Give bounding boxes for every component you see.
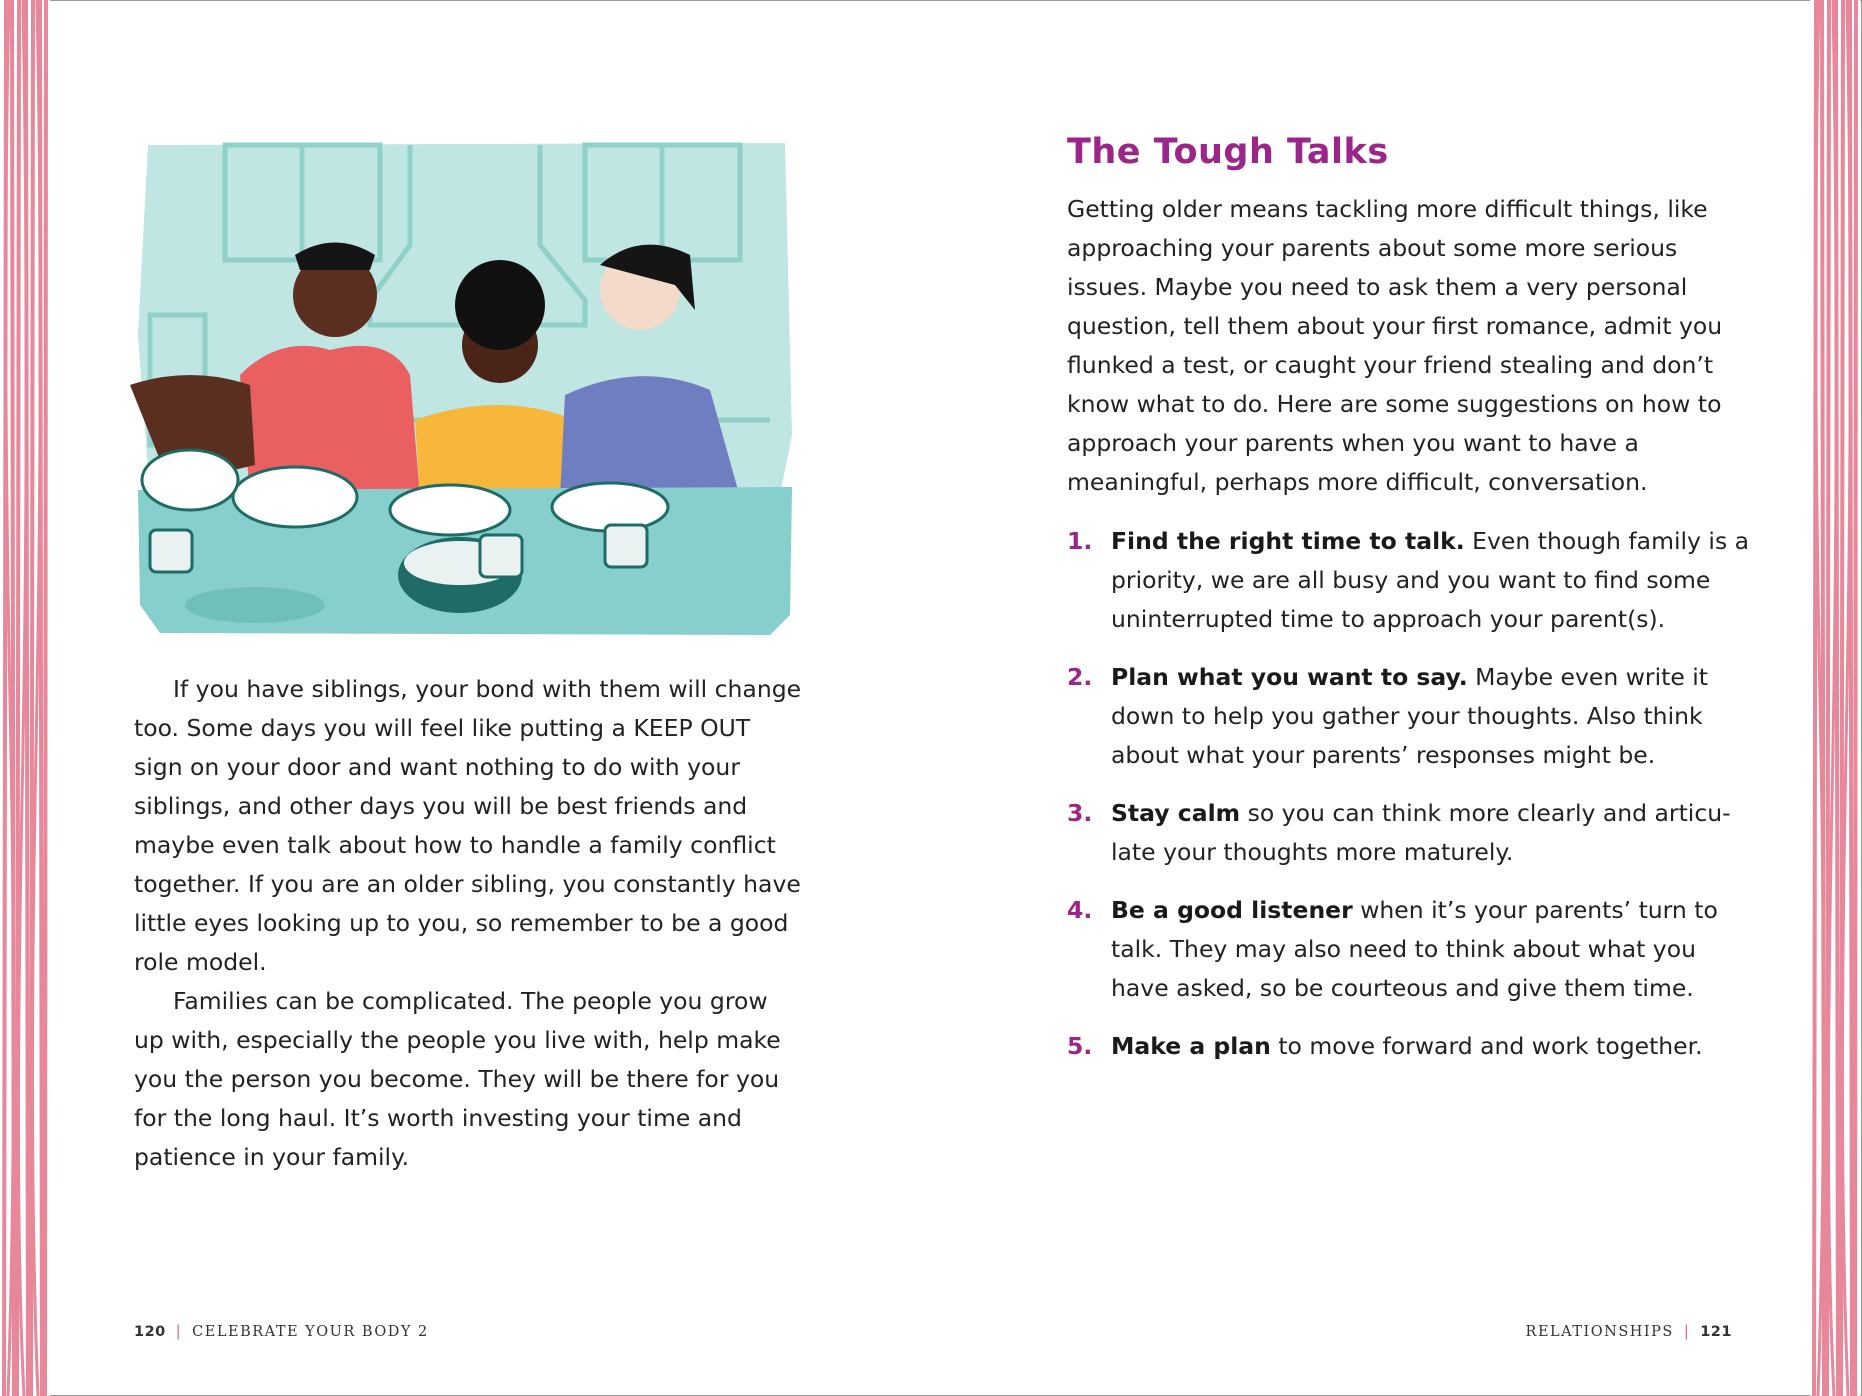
list-number: 5. (1067, 1032, 1093, 1060)
tips-list (1067, 522, 1757, 1066)
right-page-body (1067, 132, 1757, 1085)
tip-title: Make a plan (1111, 1032, 1271, 1060)
section-heading: The Tough Talks (1067, 132, 1389, 172)
tip-title: Stay calm (1111, 799, 1241, 827)
left-page-body (134, 670, 804, 1177)
left-decorative-edge (0, 0, 50, 1396)
list-number: 3. (1067, 799, 1093, 827)
list-item (1067, 794, 1757, 872)
tip-text: when it’s your parents’ turn to talk. They may also need to think about what you have asked, so be courteous and give them time. (1111, 896, 1718, 1002)
tip-title: Plan what you want to say. (1111, 663, 1468, 691)
list-number: 2. (1067, 663, 1093, 691)
list-item (1067, 891, 1757, 1008)
list-item (1067, 658, 1757, 775)
tip-title: Find the right time to talk. (1111, 527, 1465, 555)
tip-text: to move forward and work together. (1270, 1032, 1703, 1060)
book-title: CELEBRATE YOUR BODY 2 (192, 1324, 429, 1340)
list-item (1067, 1027, 1757, 1066)
tip-text: so you can think more clearly and articu-late your thoughts more maturely. (1111, 799, 1731, 866)
tip-title: Be a good listener (1111, 896, 1353, 924)
family-dinner-illustration (130, 135, 800, 640)
intro-paragraph: Getting older means tackling more difficult things, like approaching your parents about some more serious issues. Maybe you need to ask them a very personal question, tell them about your first romance, admit you flunked a test, or caught your friend stealing and don’t know what to do. Here are some suggestions on how to approach your parents when you want to have a meaningful, perhaps more difficult, conversation. (1067, 195, 1723, 496)
tip-text: Even though family is a priority, we are all busy and you want to find some uninterrupted time to approach your parent(s). (1111, 527, 1750, 633)
footer-separator: | (175, 1324, 183, 1340)
section-name: RELATIONSHIPS (1525, 1324, 1674, 1340)
page-number-right: 121 (1700, 1324, 1732, 1340)
page-number-left: 120 (134, 1324, 166, 1340)
tip-text: Maybe even write it down to help you gather your thoughts. Also think about what your parents’ responses might be. (1111, 663, 1709, 769)
right-decorative-edge (1810, 0, 1860, 1396)
paragraph-families: Families can be complicated. The people you grow up with, especially the people you live with, help make you the person you become. They will be there for you for the long haul. It’s worth investing your time and patience in your family. (134, 987, 781, 1171)
right-page-footer (1526, 1324, 1732, 1340)
paragraph-siblings: If you have siblings, your bond with them will change too. Some days you will feel like putting a KEEP OUT sign on your door and want nothing to do with your siblings, and other days you will be best friends and maybe even talk about how to handle a family conflict together. If you are an older sibling, you constantly have little eyes looking up to you, so remember to be a good role model. (134, 675, 802, 976)
list-item (1067, 522, 1757, 639)
list-number: 1. (1067, 527, 1093, 555)
left-page-footer (134, 1324, 429, 1340)
footer-separator: | (1683, 1324, 1691, 1340)
list-number: 4. (1067, 896, 1093, 924)
